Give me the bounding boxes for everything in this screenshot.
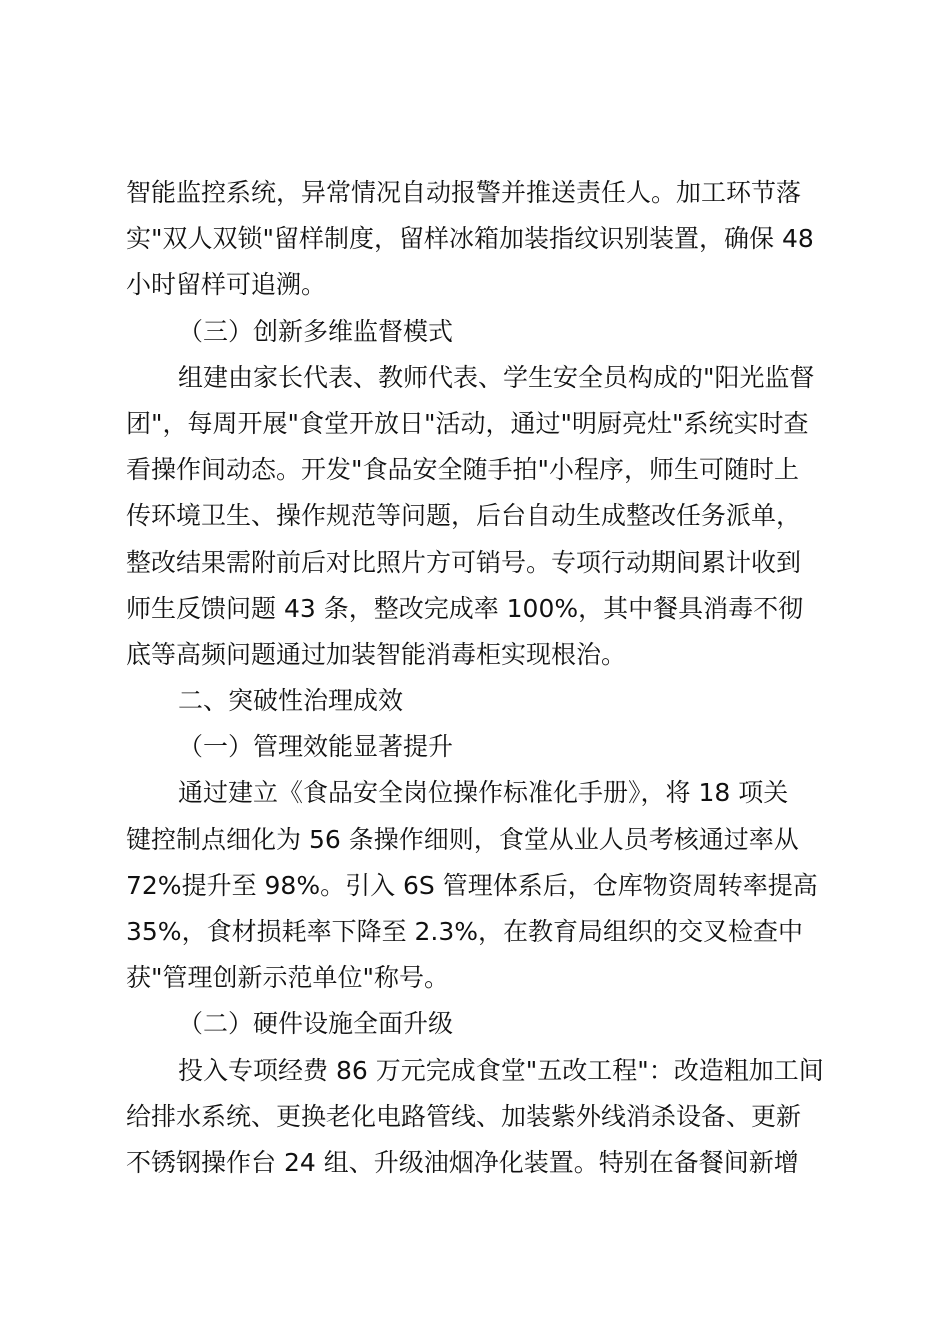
body-text-line: 组建由家长代表、教师代表、学生安全员构成的"阳光监督 bbox=[178, 362, 815, 392]
body-text-line: 小时留样可追溯。 bbox=[126, 270, 327, 300]
body-text-line: 不锈钢操作台 24 组、升级油烟净化装置。特别在备餐间新增 bbox=[126, 1147, 799, 1177]
section-heading: （一）管理效能显著提升 bbox=[178, 732, 454, 762]
body-text-line: 团"，每周开展"食堂开放日"活动，通过"明厨亮灶"系统实时查 bbox=[126, 408, 809, 438]
body-text-line: 看操作间动态。开发"食品安全随手拍"小程序，师生可随时上 bbox=[126, 455, 800, 485]
section-heading: （三）创新多维监督模式 bbox=[178, 316, 454, 346]
body-text-line: 72%提升至 98%。引入 6S 管理体系后，仓库物资周转率提高 bbox=[126, 870, 818, 900]
body-text-line: 实"双人双锁"留样制度，留样冰箱加装指纹识别装置，确保 48 bbox=[126, 224, 814, 254]
body-text-line: 投入专项经费 86 万元完成食堂"五改工程"：改造粗加工间 bbox=[178, 1055, 824, 1085]
body-text-line: 师生反馈问题 43 条，整改完成率 100%，其中餐具消毒不彻 bbox=[126, 593, 804, 623]
document-body bbox=[126, 170, 834, 1186]
section-heading: （二）硬件设施全面升级 bbox=[178, 1009, 454, 1039]
body-text-line: 键控制点细化为 56 条操作细则，食堂从业人员考核通过率从 bbox=[126, 824, 799, 854]
body-text-line: 通过建立《食品安全岗位操作标准化手册》，将 18 项关 bbox=[178, 778, 789, 808]
body-text-line: 整改结果需附前后对比照片方可销号。专项行动期间累计收到 bbox=[126, 547, 802, 577]
body-text-line: 传环境卫生、操作规范等问题，后台自动生成整改任务派单， bbox=[126, 501, 802, 531]
chapter-heading: 二、突破性治理成效 bbox=[178, 686, 404, 716]
body-text-line: 给排水系统、更换老化电路管线、加装紫外线消杀设备、更新 bbox=[126, 1101, 802, 1131]
body-text-line: 获"管理创新示范单位"称号。 bbox=[126, 963, 449, 993]
body-text-line: 智能监控系统，异常情况自动报警并推送责任人。加工环节落 bbox=[126, 178, 802, 207]
body-text-line: 底等高频问题通过加装智能消毒柜实现根治。 bbox=[126, 639, 627, 669]
body-text-line: 35%，食材损耗率下降至 2.3%，在教育局组织的交叉检查中 bbox=[126, 917, 804, 946]
